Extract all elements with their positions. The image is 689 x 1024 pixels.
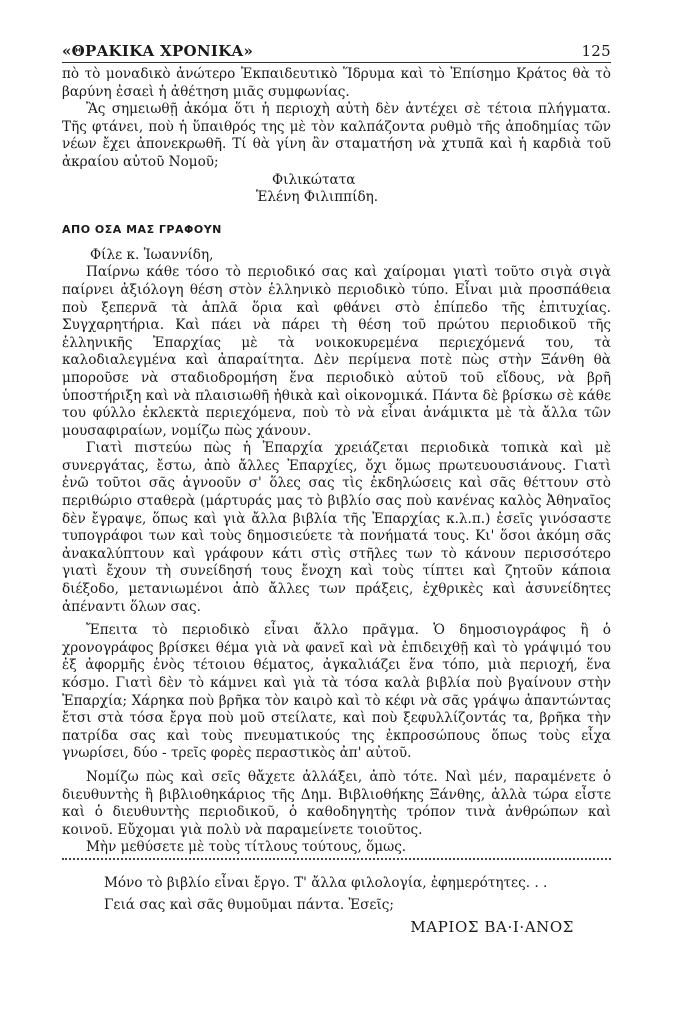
header-rule	[62, 62, 611, 63]
section-heading: ΑΠΟ ΟΣΑ ΜΑΣ ΓΡΑΦΟΥΝ	[62, 222, 222, 236]
footer-line-2: Γειά σας καὶ σᾶς θυμοῦμαι πάντα. Ἐσεῖς;	[104, 897, 394, 913]
letter2-paragraph: Ἔπειτα τὸ περιοδικὸ εἶναι ἄλλο πρᾶγμα. Ὁ δημοσιογράφος ἢ ὁ χρονογράφος βρίσκει θέμα γιὰ νὰ φανεῖ καὶ νὰ ἐπιδειχθῇ καὶ τὸ γράψιμό του ἐξ ἀφορμῆς ἑνὸς τέτοιου θέματος, ἀγκαλιάζει ἕνα τόπο, μιὰ περιοχή, ἕνα κόσμο. Γιατὶ δὲν τὸ κάμνει καὶ γιὰ τὰ τόσα καλὰ βιβλία ποὺ βγαίνουν στὴν Ἐπαρχία; Χάρηκα ποὺ βρῆκα τὸν καιρὸ καὶ τὸ κέφι νὰ σᾶς γράψω ἀπαντώντας ἔτσι στὰ τόσα ἔργα ποὺ μοῦ στείλατε, καὶ ποὺ ξεφυλλίζοντάς τα, βρῆκα τὴν πατρίδα σας καὶ τοὺς πνευματικούς της ἐκπροσώπους ὅπως τοὺς εἶχα γνωρίσει, δύο - τρεῖς φορὲς περαστικὸς ἀπ' αὐτοῦ.	[62, 622, 611, 762]
letter1-paragraph: Ἂς σημειωθῇ ἀκόμα ὅτι ἡ περιοχὴ αὐτὴ δὲν ἀντέχει σὲ τέτοια πλήγματα. Τῆς φτάνει, ποὺ ἡ ὕπαιθρός της μὲ τὸν καλπάζοντα ρυθμὸ τῆς ἀποδημίας τῶν νέων ἔχει ἀπονεκρωθῆ. Τί θὰ γίνη ἂν σταματήση νὰ χτυπᾶ καὶ ἡ καρδιὰ τοῦ ἀκραίου αὐτοῦ Νομοῦ;	[62, 101, 611, 170]
footer-signature: ΜΑΡΙΟΣ ΒΑ·Ι·ΑΝΟΣ	[410, 918, 574, 936]
page-body	[62, 66, 611, 857]
letter2-paragraph: Γιατὶ πιστεύω πὼς ἡ Ἐπαρχία χρειάζεται περιοδικὰ τοπικὰ καὶ μὲ συνεργάτας, ἔστω, ἀπὸ ἄλλες Ἐπαρχίες, ὄχι ὅμως πρωτευουσιάνους. Γιατὶ ἐνῶ τοῦτοι σᾶς ἀγνοοῦν σ' ὅλες σας τὶς ἐκδηλώσεις καὶ σᾶς θέττουν στὸ περιθώριο σταθερὰ (μάρτυράς μας τὸ βιβλίο σας ποὺ κανένας καλὸς Ἀθηναῖος δὲν ἔγραψε, ὅπως καὶ γιὰ ἄλλα βιβλία τῆς Ἐπαρχίας κ.λ.π.) ἐσεῖς γινόσαστε τυπογράφοι των καὶ τοὺς δημοσιεύετε τὰ πονήματά τους. Κι' ὅσοι ἀκόμη σᾶς ἀνακαλύπτουν καὶ γράφουν κάτι στὶς στῆλες των τὸ κάνουν περισσότερο γιατὶ ἔχουν τὴ συνείδησή τους ἔνοχη καὶ τοὺς τίπτει καὶ ζητοῦν κάποια διέξοδο, μετανιωμένοι ἀπὸ ἄλλες των πράξεις, ἐχθρικὲς καὶ ἀσυνείδητες ἀπέναντι ὅλων σας.	[62, 440, 611, 615]
running-header	[62, 42, 611, 60]
journal-title: «ΘΡΑΚΙΚΑ ΧΡΟΝΙΚΑ»	[62, 42, 254, 60]
letter1-signature: Ἑλένη Φιλιππίδη.	[256, 189, 379, 206]
footer-quote	[104, 872, 574, 938]
page-number: 125	[581, 42, 611, 60]
letter2-paragraph: Μὴν μεθύσετε μὲ τοὺς τίτλους τούτους, ὅμως.	[86, 839, 407, 856]
footer-line-1: Μόνο τὸ βιβλίο εἶναι ἔργο. Τ' ἄλλα φιλολογία, ἐφημερότητες. . .	[104, 875, 548, 891]
letter1-continuation: πὸ τὸ μοναδικὸ ἀνώτερο Ἐκπαιδευτικὸ Ἵδρυμα καὶ τὸ Ἐπίσημο Κράτος θὰ τὸ βαρύνη ἐσαεὶ ἡ ἀθέτηση μιᾶς συμφωνίας.	[62, 66, 611, 100]
dotted-divider	[62, 858, 611, 860]
letter2-paragraph: Νομίζω πὼς καὶ σεῖς θἄχετε ἀλλάξει, ἀπὸ τότε. Ναὶ μέν, παραμένετε ὁ διευθυντὴς ἢ βιβλιοθηκάριος τῆς Δημ. Βιβλιοθήκης Ξάνθης, ἀλλὰ τώρα εἶστε καὶ ὁ διευθυντὴς περιοδικοῦ, ὁ καθοδηγητὴς τρόπον τινὰ ἀνθρώπων καὶ κοινοῦ. Εὔχομαι γιὰ πολὺ νὰ παραμείνετε τοιοῦτος.	[62, 768, 611, 838]
letter2-paragraph: Παίρνω κάθε τόσο τὸ περιοδικό σας καὶ χαίρομαι γιατὶ τοῦτο σιγὰ σιγὰ παίρνει ἀξιόλογη θέση στὸν ἑλληνικὸ περιοδικὸ τύπο. Εἶναι μιὰ προσπάθεια ποὺ ξεπερνᾶ τὰ ἁπλᾶ ὅρια καὶ φθάνει στὸ ἐπίπεδο τῆς ἐπιτυχίας. Συγχαρητήρια. Καὶ πάει νὰ πάρει τὴ θέση τοῦ πρώτου περιοδικοῦ τῆς ἑλληνικῆς Ἐπαρχίας μὲ τὰ νοικοκυρεμένα περιεχόμενά του, τὰ καλοδιαλεγμένα καὶ ἀπαραίτητα. Δὲν περίμενα ποτὲ πὼς στὴν Ξάνθη θὰ μποροῦσε νὰ σταδιοδρομήση ἕνα περιοδικὸ αὐτοῦ τοῦ εἴδους, νὰ βρῆ ὑποστήριξη καὶ νὰ πλαισιωθῆ ἠθικὰ καὶ οἰκονομικά. Πάντα δὲ βρίσκω σὲ κάθε του φύλλο ἐκλεκτὰ περιεχόμενα, ποὺ τὸ νὰ εἶναι ἀνάμικτα μὲ τὰ ἄλλα τῶν μουσαφιραίων, νομίζω πὼς χάνουν.	[62, 264, 611, 439]
letter2-salutation: Φίλε κ. Ἰωαννίδη,	[90, 246, 214, 263]
letter1-closing: Φιλικώτατα	[272, 171, 356, 188]
